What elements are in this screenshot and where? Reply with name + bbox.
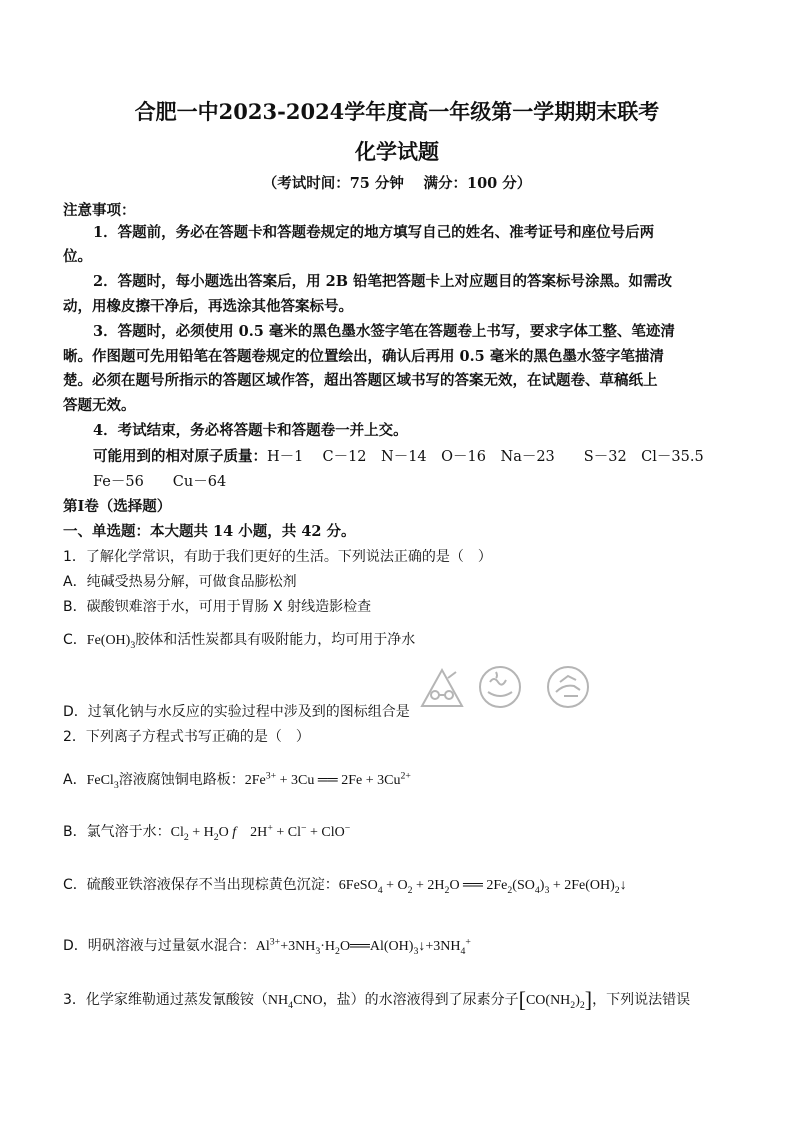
q2-equation-d: $Al^{3+}+3NH_3\cdot H_2O══Al(OH)_3↓+3NH_4^+$ <box>255 936 471 957</box>
part-heading: 第Ⅰ卷（选择题） <box>63 498 172 515</box>
subject-title: 化学试题 <box>355 139 439 164</box>
q2-option-a: A．FeCl$_3$溶液腐蚀铜电路板：$2Fe^{3+} + 3Cu$ ══ $2Fe + 3Cu^{2+}$ <box>63 770 411 791</box>
q2-equation-a: $2Fe^{3+} + 3Cu$ ══ $2Fe + 3Cu^{2+}$ <box>244 770 411 788</box>
fe-oh-3-formula: $Fe(OH)_3$ <box>86 633 136 651</box>
notice-item-3d: 答题无效。 <box>63 397 136 414</box>
notice-item-2b: 动，用橡皮擦干净后，再选涂其他答案标号。 <box>63 298 353 315</box>
q2-stem: 2．下列离子方程式书写正确的是（ ） <box>63 729 310 745</box>
q2-equation-c: 6FeSO$_4$ + $O_2 + 2H_2O$ ══ $2Fe_2(SO_4)_3$ + $2Fe(OH)_2↓$ <box>338 878 627 896</box>
notice-item-4: 4．考试结束，务必将答题卡和答题卷一并上交。 <box>93 422 408 439</box>
q3-stem: 3．化学家维勒通过蒸发氰酸铵（$NH_4CNO$，盐）的水溶液得到了尿素分子$[CO(NH_2)_2]$，下列说法错误 <box>63 987 691 1012</box>
section-heading: 一、单选题：本大题共 14 小题，共 42 分。 <box>63 523 356 540</box>
exam-info: （考试时间：75 分钟 满分：100 分） <box>262 175 532 192</box>
notice-item-3b: 晰。作图题可先用铅笔在答题卷规定的位置绘出，确认后再用 0.5 毫米的黑色墨水签字笔描清 <box>63 348 664 365</box>
q1-option-c: C．$Fe(OH)_3$胶体和活性炭都具有吸附能力，均可用于净水 <box>63 632 416 651</box>
atomic-mass-values-2: Fe－56 Cu－64 <box>93 474 227 490</box>
q2-option-d: D．明矾溶液与过量氨水混合：$Al^{3+}+3NH_3\cdot H_2O══Al(OH)_3↓+3NH_4^+$ <box>63 936 471 957</box>
notice-item-3a: 3．答题时，必须使用 0.5 毫米的黑色墨水签字笔在答题卷上书写，要求字体工整、笔迹清 <box>93 323 675 340</box>
heat-icon <box>480 667 520 707</box>
notice-item-1a: 1．答题前，务必在答题卡和答题卷规定的地方填写自己的姓名、准考证号和座位号后两 <box>93 224 655 241</box>
atomic-mass-label: 可能用到的相对原子质量： <box>93 448 267 465</box>
goggles-icon <box>422 670 462 706</box>
notice-item-1b: 位。 <box>63 248 92 265</box>
hand-wash-icon <box>548 667 588 707</box>
q2-equation-b: $Cl_2 + H_2O$ f 2H+ + Cl− + ClO− <box>170 822 351 843</box>
q1-option-a: A．纯碱受热易分解，可做食品膨松剂 <box>63 574 297 590</box>
fecl3-formula: FeCl$_3$ <box>86 773 119 791</box>
q1-option-d: D．过氧化钠与水反应的实验过程中涉及到的图标组合是 <box>63 704 410 720</box>
notice-heading: 注意事项： <box>63 202 136 219</box>
nh4cno-formula: $NH_4CNO$ <box>267 993 323 1011</box>
q1-stem: 1．了解化学常识，有助于我们更好的生活。下列说法正确的是（ ） <box>63 549 492 565</box>
safety-icons-group <box>418 662 608 712</box>
atomic-mass-line <box>93 447 704 467</box>
exam-title: 合肥一中2023-2024学年度高一年级第一学期期末联考 <box>134 99 660 124</box>
q2-option-c: C．硫酸亚铁溶液保存不当出现棕黄色沉淀：6FeSO$_4$ + $O_2 + 2H_2O$ ══ $2Fe_2(SO_4)_3$ + $2Fe(OH)_2↓$ <box>63 877 627 896</box>
notice-item-2a: 2．答题时，每小题选出答案后，用 2B 铅笔把答题卡上对应题目的答案标号涂黑。如需改 <box>93 273 673 290</box>
q2-option-b: B．氯气溶于水：$Cl_2 + H_2O$ f 2H+ + Cl− + ClO− <box>63 822 351 843</box>
notice-item-3c: 楚。必须在题号所指示的答题区域作答，超出答题区域书写的答案无效，在试题卷、草稿纸上 <box>63 372 658 389</box>
atomic-mass-values: H－1 C－12 N－14 O－16 Na－23 S－32 Cl－35.5 <box>267 449 704 465</box>
urea-formula: $[CO(NH_2)_2]$ <box>518 987 593 1012</box>
q1-option-b: B．碳酸钡难溶于水，可用于胃肠 X 射线造影检查 <box>63 599 372 615</box>
